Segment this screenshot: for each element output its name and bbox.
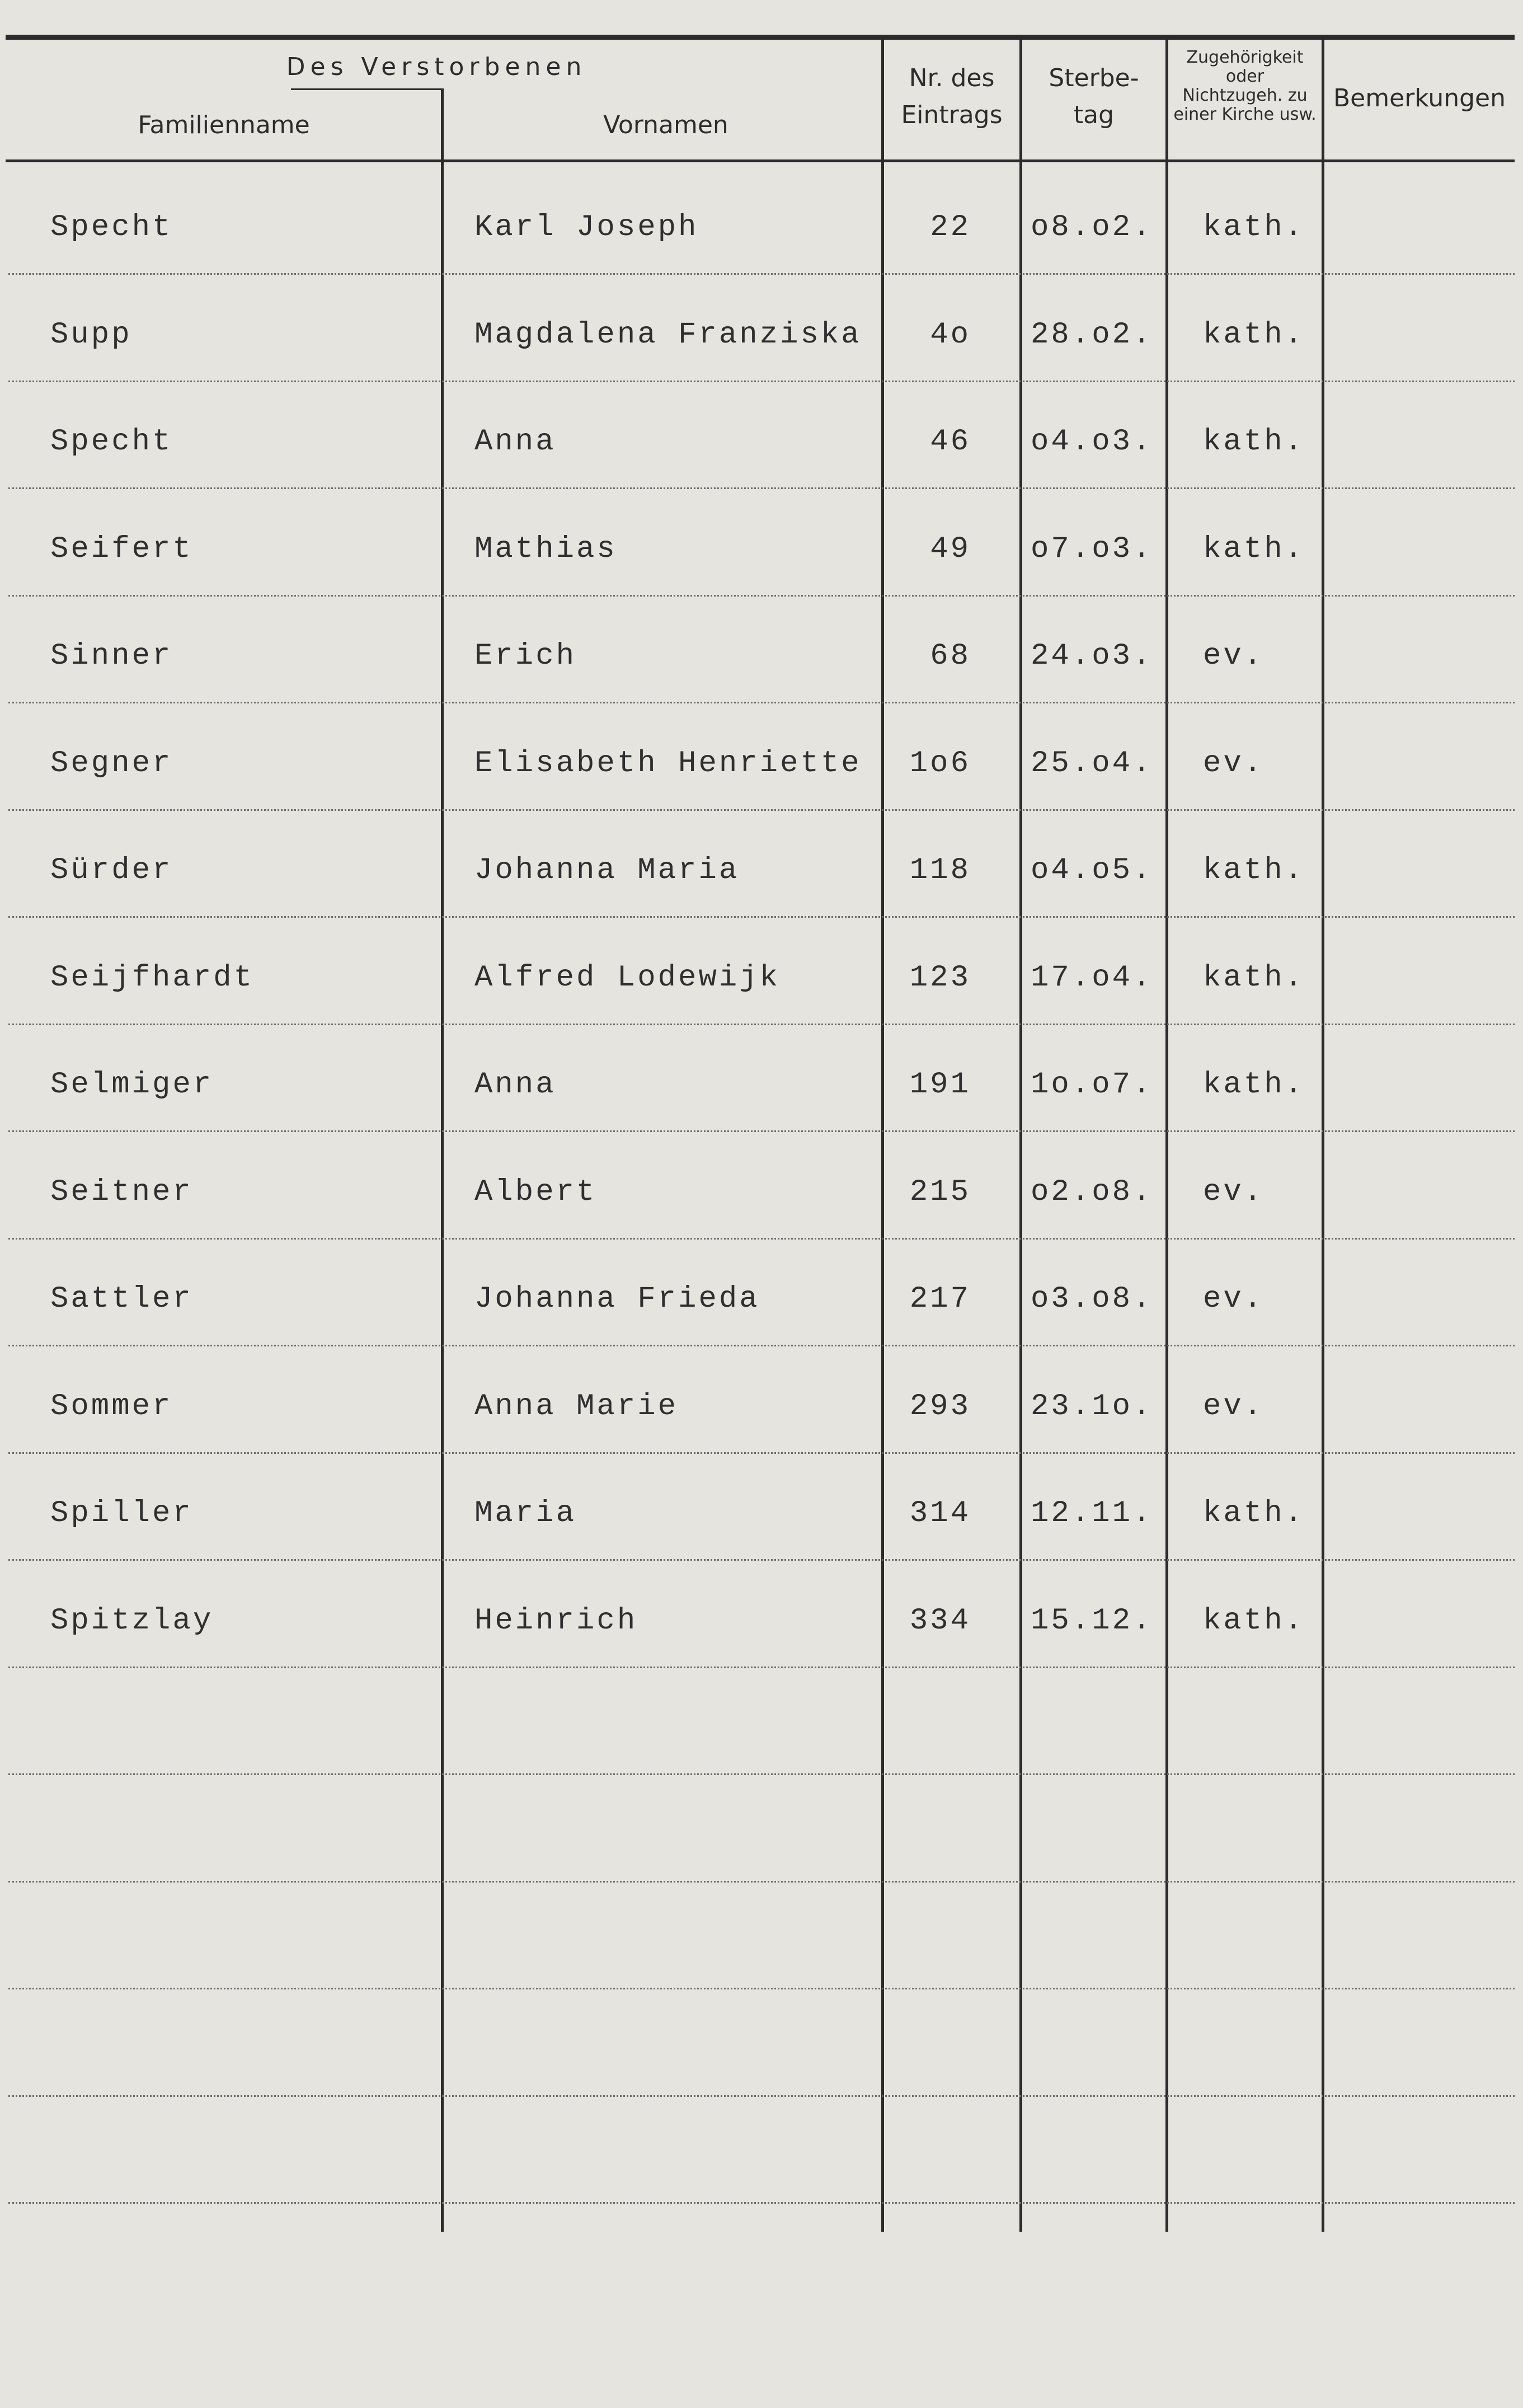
row-divider: [8, 2202, 1515, 2204]
cell-sterbetag: o4.o5.: [1031, 853, 1153, 888]
cell-vornamen: Elisabeth Henriette: [474, 747, 862, 781]
cell-nr: 49: [930, 532, 971, 566]
cell-sterbetag: 1o.o7.: [1031, 1068, 1153, 1102]
cell-familienname: Sinner: [50, 639, 173, 673]
cell-sterbetag: 15.12.: [1031, 1604, 1153, 1638]
cell-nr: 118: [909, 853, 971, 888]
cell-kirche: kath.: [1203, 210, 1305, 245]
cell-kirche: ev.: [1203, 1175, 1265, 1209]
cell-kirche: ev.: [1203, 1282, 1265, 1316]
cell-vornamen: Mathias: [474, 532, 617, 566]
cell-familienname: Segner: [50, 747, 173, 781]
cell-vornamen: Anna Marie: [474, 1390, 679, 1424]
row-divider: [8, 1667, 1515, 1668]
header-kirche-line4: einer Kirche usw.: [1173, 105, 1317, 124]
cell-kirche: kath.: [1203, 1604, 1305, 1638]
cell-kirche: ev.: [1203, 1390, 1265, 1424]
cell-familienname: Specht: [50, 425, 173, 459]
row-divider: [8, 1773, 1515, 1775]
cell-nr: 217: [909, 1282, 971, 1316]
row-divider: [8, 1238, 1515, 1240]
col-sep-bemerkungen: [1322, 39, 1324, 2232]
header-kirche-line1: Zugehörigkeit: [1186, 48, 1304, 67]
cell-nr: 334: [909, 1604, 971, 1638]
cell-familienname: Sommer: [50, 1390, 173, 1424]
cell-nr: 22: [930, 210, 971, 245]
header-kirche-line2: oder: [1225, 67, 1265, 86]
header-nr-line1: Nr. des: [909, 64, 995, 92]
cell-kirche: kath.: [1203, 853, 1305, 888]
header-sterbetag-line2: tag: [1073, 101, 1115, 129]
row-divider: [8, 1345, 1515, 1346]
cell-familienname: Spiller: [50, 1496, 193, 1531]
cell-familienname: Seitner: [50, 1175, 193, 1209]
col-sep-kirche: [1165, 39, 1168, 2232]
cell-sterbetag: o3.o8.: [1031, 1282, 1153, 1316]
row-divider: [8, 1881, 1515, 1883]
cell-nr: 68: [930, 639, 971, 673]
top-border: [6, 35, 1515, 40]
cell-vornamen: Maria: [474, 1496, 577, 1531]
cell-kirche: kath.: [1203, 532, 1305, 566]
cell-sterbetag: o4.o3.: [1031, 425, 1153, 459]
row-divider: [8, 1130, 1515, 1132]
header-bottom-rule: [6, 159, 1515, 162]
cell-sterbetag: o2.o8.: [1031, 1175, 1153, 1209]
cell-familienname: Selmiger: [50, 1068, 214, 1102]
cell-kirche: kath.: [1203, 1068, 1305, 1102]
cell-sterbetag: 25.o4.: [1031, 747, 1153, 781]
row-divider: [8, 595, 1515, 597]
cell-familienname: Sürder: [50, 853, 173, 888]
cell-kirche: ev.: [1203, 639, 1265, 673]
cell-sterbetag: o7.o3.: [1031, 532, 1153, 566]
row-divider: [8, 1559, 1515, 1561]
cell-nr: 46: [930, 425, 971, 459]
cell-familienname: Seifert: [50, 532, 193, 566]
cell-vornamen: Heinrich: [474, 1604, 638, 1638]
cell-kirche: kath.: [1203, 425, 1305, 459]
group-under-rule: [291, 88, 442, 90]
col-sep-vornamen: [441, 88, 444, 2232]
cell-kirche: kath.: [1203, 961, 1305, 995]
cell-kirche: kath.: [1203, 1496, 1305, 1531]
col-sep-sterbetag: [1019, 39, 1022, 2232]
row-divider: [8, 702, 1515, 703]
cell-vornamen: Erich: [474, 639, 577, 673]
col-sep-nr: [881, 39, 884, 2232]
cell-nr: 123: [909, 961, 971, 995]
cell-kirche: kath.: [1203, 318, 1305, 352]
row-divider: [8, 273, 1515, 275]
row-divider: [8, 1452, 1515, 1454]
cell-vornamen: Johanna Maria: [474, 853, 740, 888]
cell-familienname: Specht: [50, 210, 173, 245]
cell-vornamen: Anna: [474, 425, 556, 459]
cell-vornamen: Albert: [474, 1175, 597, 1209]
cell-nr: 293: [909, 1390, 971, 1424]
row-divider: [8, 381, 1515, 382]
header-sterbetag-line1: Sterbe-: [1049, 64, 1139, 92]
row-divider: [8, 809, 1515, 811]
row-divider: [8, 916, 1515, 918]
cell-kirche: ev.: [1203, 747, 1265, 781]
cell-sterbetag: 23.1o.: [1031, 1390, 1153, 1424]
group-title: Des Verstorbenen: [286, 53, 587, 81]
cell-sterbetag: 12.11.: [1031, 1496, 1153, 1531]
cell-familienname: Supp: [50, 318, 132, 352]
row-divider: [8, 2095, 1515, 2097]
cell-sterbetag: 24.o3.: [1031, 639, 1153, 673]
row-divider: [8, 1988, 1515, 1989]
header-nr-line2: Eintrags: [901, 101, 1003, 129]
cell-nr: 191: [909, 1068, 971, 1102]
row-divider: [8, 487, 1515, 489]
cell-vornamen: Karl Joseph: [474, 210, 699, 245]
cell-familienname: Spitzlay: [50, 1604, 214, 1638]
cell-familienname: Seijfhardt: [50, 961, 255, 995]
cell-vornamen: Anna: [474, 1068, 556, 1102]
cell-sterbetag: 28.o2.: [1031, 318, 1153, 352]
cell-vornamen: Magdalena Franziska: [474, 318, 862, 352]
header-familienname: Familienname: [138, 111, 310, 139]
cell-nr: 314: [909, 1496, 971, 1531]
cell-vornamen: Johanna Frieda: [474, 1282, 760, 1316]
header-kirche-line3: Nichtzugeh. zu: [1182, 86, 1308, 105]
cell-sterbetag: o8.o2.: [1031, 210, 1153, 245]
header-vornamen: Vornamen: [603, 111, 728, 139]
row-divider: [8, 1024, 1515, 1025]
cell-nr: 1o6: [909, 747, 971, 781]
cell-nr: 215: [909, 1175, 971, 1209]
header-bemerkungen: Bemerkungen: [1333, 84, 1506, 112]
cell-familienname: Sattler: [50, 1282, 193, 1316]
cell-vornamen: Alfred Lodewijk: [474, 961, 781, 995]
cell-sterbetag: 17.o4.: [1031, 961, 1153, 995]
cell-nr: 4o: [930, 318, 971, 352]
